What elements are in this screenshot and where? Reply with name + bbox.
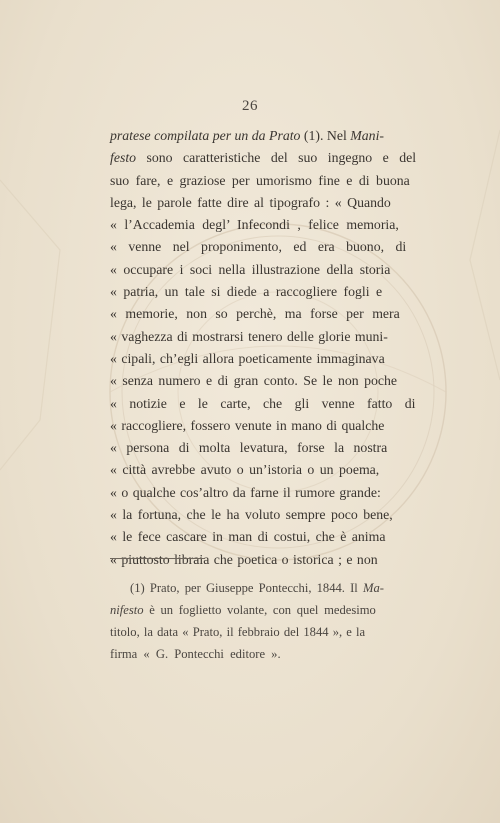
text-run: pratese compilata per un da Prato <box>110 128 301 143</box>
text-run: « raccogliere, fossero venute in mano di qualche <box>110 417 385 433</box>
text-run: « le fece cascare in man di costui, che è anima <box>110 529 386 545</box>
text-line <box>110 526 432 548</box>
text-run: « occupare i soci nella illustrazione della storia <box>110 261 391 277</box>
text-line <box>110 393 432 415</box>
text-line <box>110 281 432 303</box>
text-run: (1). Nel <box>300 128 351 143</box>
text-line <box>110 459 432 481</box>
text-run: « senza numero e di gran conto. Se le non poche <box>110 373 398 389</box>
text-line <box>110 415 432 437</box>
text-run: « notizie e le carte, che gli venne fatto di <box>110 395 416 411</box>
footnote-line <box>110 577 432 599</box>
text-line <box>110 437 432 459</box>
text-run: « città avrebbe avuto o un’istoria o un poema, <box>110 462 380 478</box>
text-line <box>110 504 432 526</box>
text-line <box>110 326 432 348</box>
text-run: « o qualche cos’altro da farne il rumore grande: <box>110 484 381 500</box>
text-run: lega, le parole fatte dire al tipografo : « Quando <box>110 194 391 210</box>
text-line <box>110 236 432 258</box>
text-line <box>110 192 432 214</box>
text-run: nifesto <box>110 603 144 617</box>
text-line <box>110 147 432 169</box>
text-run: « cipali, ch’egli allora poeticamente immaginava <box>110 350 385 366</box>
text-run: « la fortuna, che le ha voluto sempre poco bene, <box>110 507 393 523</box>
footnote-line <box>110 643 432 665</box>
text-run: (1) Prato, per Giuseppe Pontecchi, 1844. Il <box>130 581 363 595</box>
footnote-line <box>110 621 432 643</box>
text-run: « venne nel proponimento, ed era buono, di <box>110 239 407 255</box>
text-line <box>110 370 432 392</box>
text-line <box>110 348 432 370</box>
footnote-line <box>110 599 432 621</box>
text-line <box>110 170 432 192</box>
text-run: « l’Accademia degl’ Infecondi , felice memoria, <box>110 217 399 233</box>
text-line <box>110 259 432 281</box>
text-line <box>110 214 432 236</box>
text-run: è un foglietto volante, con quel medesimo <box>143 603 376 617</box>
text-line <box>110 482 432 504</box>
text-line <box>110 303 432 325</box>
body-text <box>110 125 432 571</box>
footnote-divider <box>110 558 205 559</box>
text-run: « patria, un tale si diede a raccogliere fogli e <box>110 284 383 300</box>
text-run: sono caratteristiche del suo ingegno e del <box>136 150 417 166</box>
text-line <box>110 125 432 147</box>
text-run: « piuttosto libraia che poetica o istorica ; e non <box>110 551 378 567</box>
text-run: « vaghezza di mostrarsi tenero delle glorie muni- <box>110 328 388 344</box>
footnote <box>110 577 432 665</box>
text-run: titolo, la data « Prato, il febbraio del 1844 », e la <box>110 625 366 639</box>
text-run: Mani- <box>350 128 384 143</box>
text-line <box>110 549 432 571</box>
text-run: « memorie, non so perchè, ma forse per mera <box>110 306 400 322</box>
text-run: suo fare, e graziose per umorismo fine e di buona <box>110 172 410 188</box>
text-run: « persona di molta levatura, forse la nostra <box>110 440 388 456</box>
text-run: festo <box>110 150 137 166</box>
page-number: 26 <box>242 98 258 114</box>
text-run: firma « G. Pontecchi editore ». <box>110 647 281 661</box>
text-run: Ma- <box>362 581 384 595</box>
